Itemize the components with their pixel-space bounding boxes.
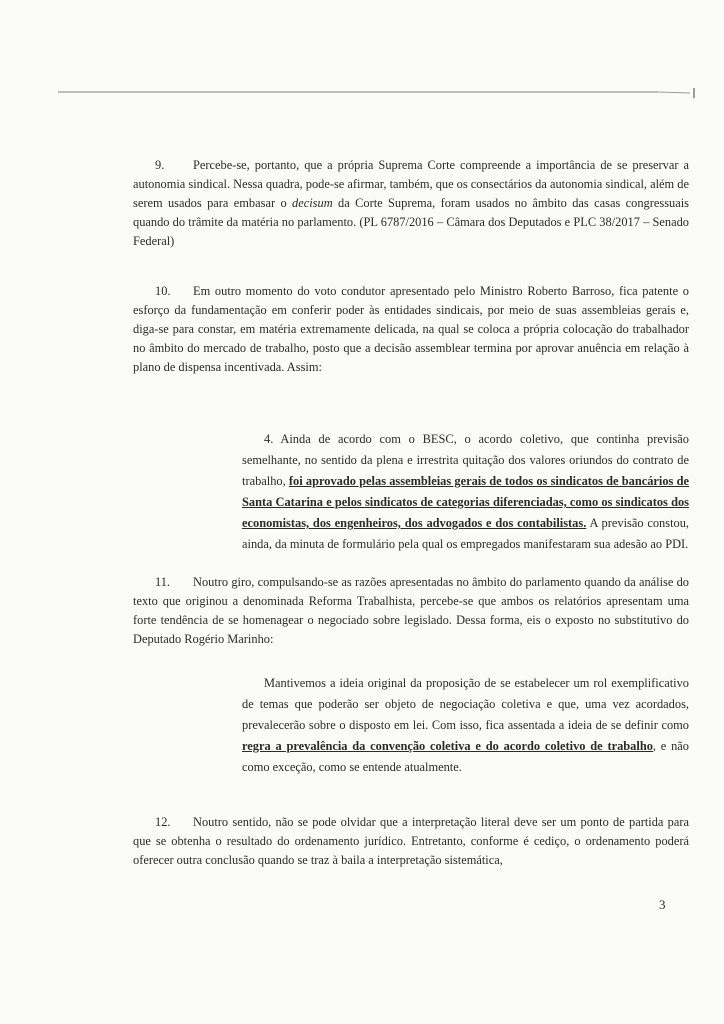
block-quote-substitutivo: [242, 673, 689, 778]
quote-text: 4. Ainda de acordo com o BESC, o acordo coletivo, que continha previsão semelhante, no sentido da plena e irrestrita quitação dos valores oriundos do contrato de trabalho,: [242, 432, 689, 488]
paragraph-text: Em outro momento do voto condutor apresentado pelo Ministro Roberto Barroso, fica patente o esforço da fundamentação em conferir poder às entidades sindicais, por meio de suas assembleias gerais e, diga-se para constar, em matéria extremamente delicada, na qual se coloca a própria colocação do trabalhador no âmbito do mercado de trabalho, posto que a decisão assemblear termina por aprovar anuência em relação à plano de dispensa incentivada. Assim:: [133, 284, 689, 374]
paragraph-text: da Corte Suprema, foram usados no âmbito das casas congressuais quando do trâmite da matéria no parlamento. (PL 6787/2016 – Câmara dos Deputados e PLC 38/2017 – Senado Federal): [133, 196, 689, 248]
header-rule: [58, 88, 698, 98]
paragraph-11: [133, 573, 689, 649]
highlighted-quote-text: regra a prevalência da convenção coletiva e do acordo coletivo de trabalho: [242, 739, 653, 753]
italic-term: decisum: [292, 196, 333, 210]
quote-text: A previsão constou, ainda, da minuta de formulário pela qual os empregados manifestaram sua adesão ao PDI.: [242, 516, 689, 551]
page-number: 3: [659, 897, 666, 912]
paragraph-number: 11.: [155, 575, 171, 589]
paragraph-number: 12.: [155, 815, 171, 829]
paragraph-number: 10.: [155, 284, 171, 298]
paragraph-text: Noutro giro, compulsando-se as razões apresentadas no âmbito do parlamento quando da análise do texto que originou a denominada Reforma Trabalhista, percebe-se que ambos os relatórios apresentam uma forte tendência de se homenagear o negociado sobre legislado. Dessa forma, eis o exposto no substitutivo do Deputado Rogério Marinho:: [133, 575, 689, 646]
paragraph-text: Percebe-se, portanto, que a própria Suprema Corte compreende a importância de se preservar a autonomia sindical. Nessa quadra, pode-se afirmar, também, que os consectários da autonomia sindical, além de serem usados para embasar o: [133, 158, 689, 210]
quote-text: , e não como exceção, como se entende atualmente.: [242, 739, 689, 774]
quote-text: Mantivemos a ideia original da proposição de se estabelecer um rol exemplificativo de temas que poderão ser objeto de negociação coletiva e que, uma vez acordados, prevalecerão sobre o disposto em lei. Com isso, fica assentada a ideia de se definir como: [242, 676, 689, 732]
paragraph-10: [133, 282, 689, 377]
paragraph-9: [133, 156, 689, 251]
paragraph-number: 9.: [155, 158, 165, 172]
paragraph-text: Noutro sentido, não se pode olvidar que a interpretação literal deve ser um ponto de partida para que se obtenha o resultado do ordenamento jurídico. Entretanto, conforme é cediço, o ordenamento poderá oferecer outra conclusão quando se traz à baila a interpretação sistemática,: [133, 815, 689, 867]
paragraph-12: [133, 813, 689, 870]
block-quote-besc: [242, 429, 689, 555]
highlighted-quote-text: foi aprovado pelas assembleias gerais de todos os sindicatos de bancários de Santa Catarina e pelos sindicatos de categorias diferenciadas, como os sindicatos dos economistas, dos engenheiros, dos advogados e dos contabilistas.: [242, 474, 689, 530]
